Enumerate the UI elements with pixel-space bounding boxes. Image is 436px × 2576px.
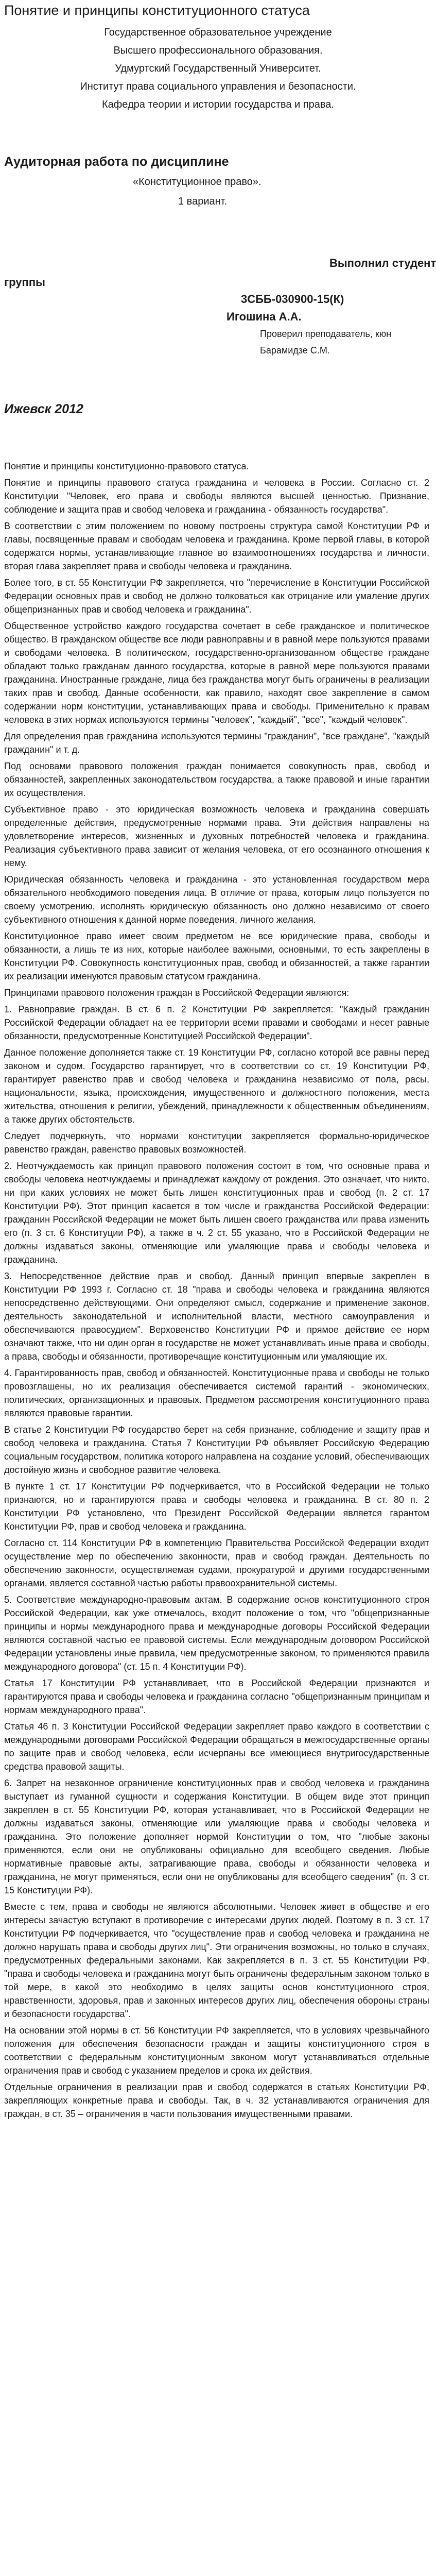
paragraph: Согласно ст. 114 Конституции РФ в компетенцию Правительства Российской Федерации входит осуществление мер по обеспечению законности, прав и свобод граждан. Деятельность по обеспечению законности, осуществляемая судами, прокуратурой и другими государственными органами, является составной частью работы правоохранительной системы. xyxy=(4,1538,429,1588)
performed-by-label: Выполнил студент xyxy=(329,257,436,269)
teacher-name: Барамидзе С.М. xyxy=(260,345,330,355)
group-label: группы xyxy=(4,276,45,289)
paragraph: Понятие и принципы конституционно-правового статуса. xyxy=(4,461,249,471)
city-year: Ижевск 2012 xyxy=(4,402,83,416)
paragraph: 1. Равноправие граждан. В ст. 6 п. 2 Конституции РФ закрепляется: "Каждый гражданин Российской Федерации обладает на ее территории всеми правами и свободами и несет равные обязанности, предусмотренные Конституцией Российской Федерации". xyxy=(4,1004,429,1041)
document-title: Понятие и принципы конституционного статуса xyxy=(4,3,310,18)
paragraph: Статья 46 п. 3 Конституции Российской Федерации закрепляет право каждого в соответствии с международными договорами Российской Федерации обращаться в межгосударственные органы по защите прав и свобод человека, если исчерпаны все имеющиеся внутригосударственные средства правовой защиты. xyxy=(4,1721,429,1772)
document-body xyxy=(4,460,429,2576)
institution-line: Высшего профессионального образования. xyxy=(113,45,323,56)
paragraph: Юридическая обязанность человека и гражданина - это установленная государством мера обязательного необходимого поведения лица. В отличие от права, которым лицо пользуется по своему усмотрению, исполнять юридическую обязанность оно должно независимо от своего субъективного отношения к данной норме поведения, личного желания. xyxy=(4,874,429,925)
title-page-header xyxy=(0,24,436,114)
discipline-name: «Конституционное право». xyxy=(133,176,261,188)
variant-label: 1 вариант. xyxy=(178,196,228,207)
paragraph: 4. Гарантированность прав, свобод и обязанностей. Конституционные права и свободы не только провозглашены, но их реализация обеспечивается системой гарантий - экономических, политических, организационных и правовых. Предметом рассмотрения конституционного права являются правовые гарантии. xyxy=(4,1368,429,1418)
checked-by-label: Проверил преподаватель, кюн xyxy=(260,329,392,339)
paragraph: Данное положение дополняется также ст. 19 Конституции РФ, согласно которой все равны перед законом и судом. Государство гарантирует, что в соответствии со ст. 19 Конституции РФ, гарантирует равенство прав и свобод человека и гражданина независимо от пола, расы, национальности, языка, происхождения, имущественного и должностного положения, места жительства, отношения к религии, убеждений, принадлежности к общественным объединениям, а также других обстоятельств. xyxy=(4,1047,429,1125)
paragraph: Более того, в ст. 55 Конституции РФ закрепляется, что "перечисление в Конституции Российской Федерации основных прав и свобод не должно толковаться как отрицание или умаление других общепризнанных прав и свобод человека и гражданина". xyxy=(4,578,429,615)
paragraph: Статья 17 Конституции РФ устанавливает, что в Российской Федерации признаются и гарантируются права и свободы человека и гражданина согласно "общепризнанным принципам и нормам международного права". xyxy=(4,1678,429,1715)
work-title: Аудиторная работа по дисциплине xyxy=(4,155,229,169)
institution-line: Государственное образовательное учреждение xyxy=(104,27,332,38)
institution-line: Кафедра теории и истории государства и права. xyxy=(102,99,334,110)
group-code: 3СББ-030900-15(К) xyxy=(241,293,344,306)
paragraph: В пункте 1 ст. 17 Конституции РФ подчеркивается, что в Российской Федерации не только признаются, но и гарантируются права и свободы человека и гражданина. В ст. 80 п. 2 Конституции РФ установлено, что Президент Российской Федерации является гарантом Конституции РФ, прав и свобод человека и гражданина. xyxy=(4,1481,429,1532)
institution-line: Институт права социального управления и безопасности. xyxy=(80,81,356,92)
student-name: Игошина А.А. xyxy=(226,310,302,323)
paragraph: 5. Соответствие международно-правовым актам. В содержание основ конституционного строя Российской Федерации, как уже отмечалось, входит положение о том, что "общепризнанные принципы и нормы международного права и международные договоры Российской Федерации являются составной частью ее правовой системы. Если международным договором Российской Федерации установлены иные правила, чем предусмотренные законом, то применяются правила международного договора" (ст. 15 п. 4 Конституции РФ). xyxy=(4,1595,429,1672)
paragraph: В соответствии с этим положением по новому построены структура самой Конституции РФ и главы, посвященные правам и свободам человека и гражданина. Кроме первой главы, в которой содержатся нормы, устанавливающие главное во взаимоотношениях государства и личности, вторая глава закрепляет права и свободы человека и гражданина. xyxy=(4,521,429,571)
paragraph: Отдельные ограничения в реализации прав и свобод содержатся в статьях Конституции РФ, закрепляющих конкретные права и свободы. Так, в ч. 32 устанавливаются ограничения для граждан, в ст. 35 – ограничения в части пользования имущественными правами. xyxy=(4,2082,429,2119)
paragraph: Конституционное право имеет своим предметом не все юридические права, свободы и обязанности, а лишь те из них, которые наиболее важными, основными, то есть закреплены в Конституции РФ. Совокупность конституционных прав, свобод и обязанностей, а также гарантии их реализации именуются правовым статусом гражданина. xyxy=(4,931,429,981)
institution-line: Удмуртский Государственный Университет. xyxy=(115,63,321,74)
paragraph: 3. Непосредственное действие прав и свобод. Данный принцип впервые закреплен в Конституции РФ 1993 г. Согласно ст. 18 "права и свободы человека и гражданина являются непосредственно действующими. Они определяют смысл, содержание и применение законов, деятельность законодательной и исполнительной власти, местного самоуправления и обеспечиваются правосудием". Верховенство Конституции РФ и прямое действие ее норм означают также, что ни один орган в государстве не может устанавливать иные права и свободы, а права, свободы и обязанности, противоречащие конституционным или умаляющие их. xyxy=(4,1271,429,1362)
paragraph: Следует подчеркнуть, что нормами конституции закрепляется формально-юридическое равенство граждан, равенство правовых возможностей. xyxy=(4,1131,429,1155)
paragraph: 2. Неотчуждаемость как принцип правового положения состоит в том, что основные права и свободы человека неотчуждаемы и принадлежат каждому от рождения. Это означает, что никто, ни при каких условиях не может быть лишен конституционных прав и свобод (п. 2 ст. 17 Конституции РФ). Этот принцип касается в том числе и гражданства Российской Федерации: гражданин Российской Федерации не может быть лишен своего гражданства или права изменить его (п. 3 ст. 6 Конституции РФ), а также в ч. 2 ст. 55 указано, что в Российской Федерации не должны издаваться законы, отменяющие или умаляющие права и свободы человека и гражданина. xyxy=(4,1161,429,1265)
paragraph: Вместе с тем, права и свободы не являются абсолютными. Человек живет в обществе и его интересы зачастую вступают в противоречие с интересами других людей. Поэтому в п. 3 ст. 17 Конституции РФ подчеркивается, что "осуществление прав и свобод человека и гражданина не должно нарушать права и свободы других лиц". Эти ограничения возможны, но только в случаях, предусмотренных федеральными законами. Как закрепляется в п. 3 ст. 55 Конституции РФ, "права и свободы человека и гражданина могут быть ограничены федеральным законом только в той мере, в какой это необходимо в целях защиты основ конституционного строя, нравственности, здоровья, прав и законных интересов других лиц, обеспечения обороны страны и безопасности государства". xyxy=(4,1902,429,2019)
paragraph: Под основами правового положения граждан понимается совокупность прав, свобод и обязанностей, закрепленных законодательством государства, а также правовой и иные гарантии их осуществления. xyxy=(4,761,429,798)
paragraph: Для определения прав гражданина используются термины "гражданин", "все граждане", "каждый гражданин" и т. д. xyxy=(4,731,429,755)
paragraph: 6. Запрет на незаконное ограничение конституционных прав и свобод человека и гражданина выступает из гуманной сущности и содержания Конституции. В общем виде этот принцип закреплен в ст. 55 Конституции РФ, которая устанавливает, что в Российской Федерации не должны издаваться законы, отменяющие или умаляющие права и свободы человека и гражданина. Это положение дополняет нормой Конституции о том, что "любые законы применяются, если они не опубликованы официально для всеобщего сведения. Любые нормативные правовые акты, затрагивающие права, свободы и обязанности человека и гражданина, не могут применяться, если они не опубликованы для всеобщего сведения" (п. 3 ст. 15 Конституции РФ). xyxy=(4,1778,429,1895)
paragraph: Понятие и принципы правового статуса гражданина и человека в России. Согласно ст. 2 Конституции "Человек, его права и свободы являются высшей ценностью. Признание, соблюдение и защита прав и свобод человека и гражданина - обязанность государства". xyxy=(4,478,429,515)
paragraph: На основании этой нормы в ст. 56 Конституции РФ закрепляется, что в условиях чрезвычайного положения для обеспечения безопасности граждан и защиты конституционного строя в соответствии с федеральным конституционным законом могут устанавливаться отдельные ограничения прав и свобод с указанием пределов и срока их действия. xyxy=(4,2025,429,2076)
paragraph: Субъективное право - это юридическая возможность человека и гражданина совершать определенные действия, предусмотренные нормами права. Эти действия направлены на удовлетворение интересов, жизненных и духовных потребностей человека и гражданина. Реализация субъективного права зависит от желания человека, от его осознанного отношения к нему. xyxy=(4,804,429,868)
paragraph: Общественное устройство каждого государства сочетает в себе гражданское и политическое общество. В гражданском обществе все люди равноправны и в равной мере пользуются правами и свободами человека. В политическом, государственно-организованном обществе граждане обладают только гражданам данного государства, которые в равной мере пользуются правами гражданина. Иностранные граждане, лица без гражданства могут быть ограничены в реализации таких прав и свобод. Данные особенности, как правило, находят свое закрепление в самом содержании норм конституции, устанавливающих права и свободы. Применительно к правам человека в этих нормах используются термины "человек", "каждый", "все", "каждый человек". xyxy=(4,621,429,725)
paragraph: В статье 2 Конституции РФ государство берет на себя признание, соблюдение и защиту прав и свобод человека и гражданина. Статья 7 Конституции РФ объявляет Российскую Федерацию социальным государством, политика которого направлена на создание условий, обеспечивающих достойную жизнь и свободное развитие человека. xyxy=(4,1425,429,1475)
paragraph: Принципами правового положения граждан в Российской Федерации являются: xyxy=(4,988,350,998)
